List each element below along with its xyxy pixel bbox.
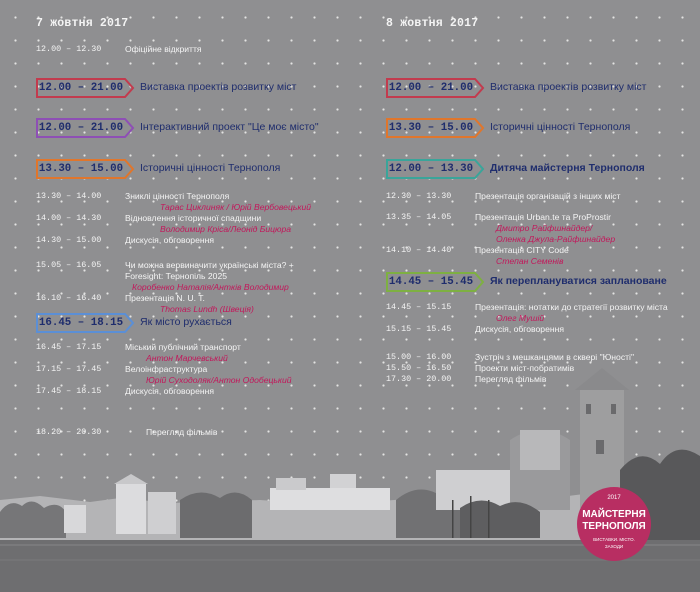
day2-tag-kids-title: Дитяча майстерня Тернополя: [490, 162, 645, 174]
day2-tag-heritage: 13.30 – 15.00: [386, 118, 484, 138]
day1-date: 7 жовтня 2017: [36, 17, 129, 30]
day1-item-time: 16.45 – 17.15: [36, 342, 102, 352]
day2-tag-exhibition-title: Виставка проектів розвитку міст: [490, 81, 647, 93]
day2-item-title: Зустріч з мешканцями в сквері "Юності": [475, 352, 635, 362]
day2-item-time: 12.30 – 13.30: [386, 191, 452, 201]
day1-item-title: Міський публічний транспорт: [125, 342, 241, 352]
day1-item-title: Дискусія, обговорення: [125, 235, 214, 245]
day1-tag-mobility: 16.45 – 18.15: [36, 313, 134, 333]
day2-item-title: Дискусія, обговорення: [475, 324, 564, 334]
day2-item-title: Перегляд фільмів: [475, 374, 547, 384]
day1-item-speakers: Тарас Циклиняк / Юрій Вербовецький: [160, 202, 312, 212]
day2-tag-planning: 14.45 – 15.45: [386, 272, 484, 292]
day2-item-title: Презентація Urban.te та ProProstir: [475, 212, 611, 222]
day1-item-time: 15.05 – 16.05: [36, 260, 102, 270]
day1-item-title: Відновлення історичної спадщини: [125, 213, 262, 223]
day2-tag-exhibition: 12.00 – 21.00: [386, 78, 484, 98]
day1-item-title-line2: Foresight: Тернопіль 2025: [125, 271, 228, 281]
day2-item-time: 15.50 – 16.50: [386, 363, 452, 373]
day1-item-title: Чи можна вервиначити українські міста? +: [125, 260, 294, 270]
day1-item-title: Перегляд фільмів: [146, 427, 218, 437]
day1-item-time: 14.00 – 14.30: [36, 213, 102, 223]
day1-tag-mobility-title: Як місто рухається: [140, 316, 232, 328]
day1-tag-exhibition-title: Виставка проектів розвитку міст: [140, 81, 297, 93]
day2-item-speakers: Дмитро Райфшнайдер/: [496, 223, 593, 233]
day1-item-time: 14.30 – 15.00: [36, 235, 102, 245]
day1-item-speakers: Коробенко Наталія/Антків Володимир: [132, 282, 289, 292]
day1-tag-heritage: 13.30 – 15.00: [36, 159, 134, 179]
day2-item-time: 13.35 – 14.05: [386, 212, 452, 222]
day1-item-time: 18.20 – 20.30: [36, 427, 102, 437]
day1-opening-title: Офіційне відкриття: [125, 44, 202, 54]
day2-item-title: Проекти міст-побратимів: [475, 363, 575, 373]
day1-item-title: Велоінфраструктура: [125, 364, 208, 374]
day2-item-time: 15.15 – 15.45: [386, 324, 452, 334]
day1-tag-exhibition: 12.00 – 21.00: [36, 78, 134, 98]
day2-item-time: 15.00 – 16.00: [386, 352, 452, 362]
day1-item-speakers: Володимир Кріса/Леонід Бицюра: [160, 224, 292, 234]
day1-item-time: 13.30 – 14.00: [36, 191, 102, 201]
day2-date: 8 жовтня 2017: [386, 17, 479, 30]
maisternia-ternopolia-logo: 2017 МАЙСТЕРНЯ ТЕРНОПОЛЯ ВИСТАВКИ. МІСТО. ЗАХОДИ: [577, 487, 651, 561]
day2-item-title: Презентація організацій з інших міст: [475, 191, 621, 201]
day1-item-speakers: Антон Марчевський: [146, 353, 228, 363]
day1-item-speakers: Юрій Суходоляк/Антон Одобецький: [146, 375, 292, 385]
day2-tag-heritage-title: Історичні цінності Тернополя: [490, 121, 631, 133]
day1-tag-heritage-title: Історичні цінності Тернополя: [140, 162, 281, 174]
day2-tag-planning-title: Як переплануватися заплановане: [490, 275, 667, 287]
day1-item-time: 17.45 – 18.15: [36, 386, 102, 396]
day1-tag-interactive-title: Інтерактивний проект "Це моє місто": [140, 121, 319, 133]
day1-item-time: 17.15 – 17.45: [36, 364, 102, 374]
day1-item-title: Презентація N. U. T.: [125, 293, 205, 303]
day2-item-title: Презентація CITY Code: [475, 245, 569, 255]
day2-item-speakers: Олег Мушій: [496, 313, 545, 323]
day2-item-speakers-line2: Оленка Джула-Райфшнайдер: [496, 234, 616, 244]
day1-item-time: 16.10 – 16.40: [36, 293, 102, 303]
day1-opening-time: 12.00 – 12.30: [36, 44, 102, 54]
day1-item-speakers: Thomas Lundh (Швеція): [160, 304, 254, 314]
day2-item-speakers: Степан Семенів: [496, 256, 564, 266]
day2-item-time: 14.45 – 15.15: [386, 302, 452, 312]
day1-item-title: Дискусія, обговорення: [125, 386, 214, 396]
day2-item-title: Презентація: нотатки до стратегії розвитку міста: [475, 302, 668, 312]
day1-item-title: Зниклі цінності Тернополя: [125, 191, 230, 201]
day2-tag-kids: 12.00 – 13.30: [386, 159, 484, 179]
day2-item-time: 14.10 – 14.40: [386, 245, 452, 255]
day2-item-time: 17.30 – 20.00: [386, 374, 452, 384]
day1-tag-interactive: 12.00 – 21.00: [36, 118, 134, 138]
